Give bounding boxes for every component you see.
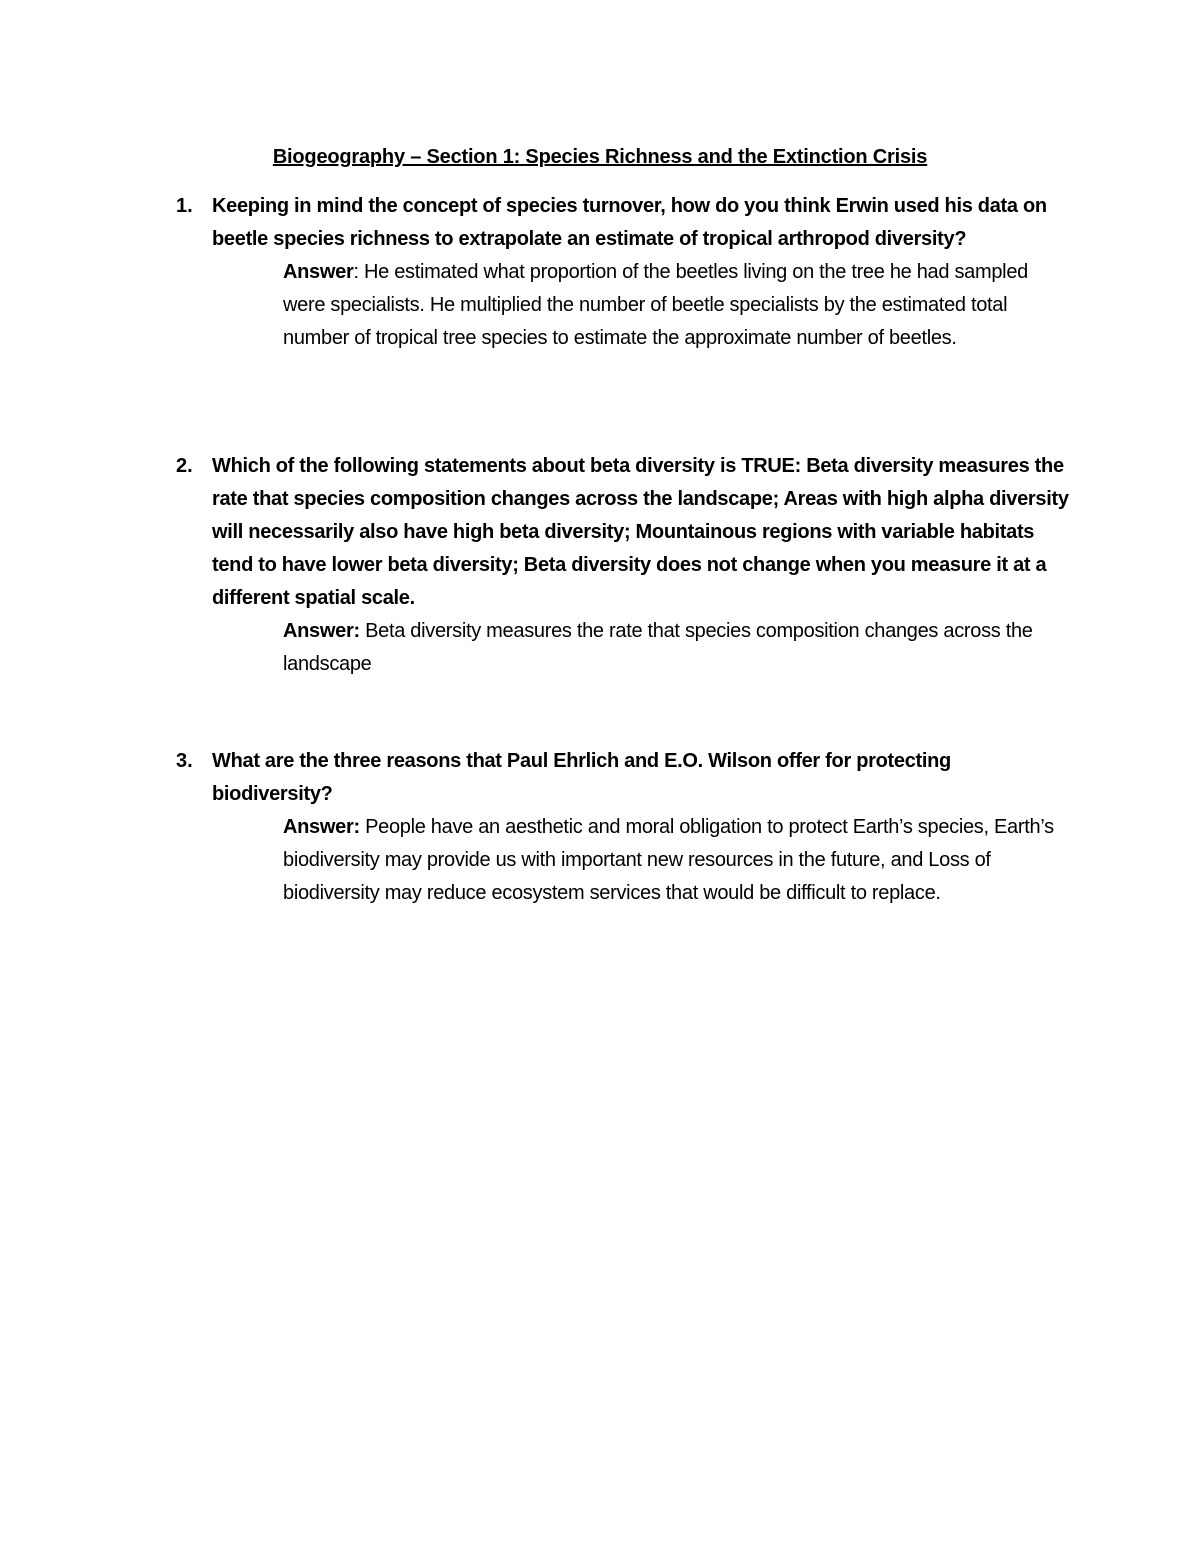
answer [283, 615, 1063, 681]
answer [283, 256, 1063, 355]
page-title: Biogeography – Section 1: Species Richness and the Extinction Crisis [272, 146, 928, 168]
answer-label: Answer: [283, 816, 360, 838]
answer-label: Answer: [283, 620, 360, 642]
answer-separator: : [353, 261, 364, 283]
question-text: Which of the following statements about beta diversity is TRUE: Beta diversity measures the rate that species composition changes across the landscape; Areas with high alpha diversity will necessarily also have high beta diversity; Mountainous regions with variable habitats tend to have lower beta diversity; Beta diversity does not change when you measure it at a different spatial scale. [212, 455, 1069, 609]
answer [283, 811, 1063, 910]
answer-text: He estimated what proportion of the beetles living on the tree he had sampled were specialists. He multiplied the number of beetle specialists by the estimated total number of tropical tree species to estimate the approximate number of beetles. [283, 261, 1028, 349]
question-3 [176, 745, 1076, 910]
answer-label: Answer [283, 261, 354, 283]
answer-text: Beta diversity measures the rate that species composition changes across the landscape [283, 620, 1033, 675]
question-2 [176, 450, 1076, 681]
answer-text: People have an aesthetic and moral obligation to protect Earth’s species, Earth’s biodiversity may provide us with important new resources in the future, and Loss of biodiversity may reduce ecosystem services that would be difficult to replace. [283, 816, 1054, 904]
question-text: Keeping in mind the concept of species turnover, how do you think Erwin used his data on beetle species richness to extrapolate an estimate of tropical arthropod diversity? [212, 195, 1047, 250]
question-1 [176, 190, 1076, 355]
question-number: 1. [176, 195, 193, 217]
question-number: 3. [176, 750, 193, 772]
question-number: 2. [176, 455, 193, 477]
question-text: What are the three reasons that Paul Ehrlich and E.O. Wilson offer for protecting biodiversity? [212, 750, 951, 805]
